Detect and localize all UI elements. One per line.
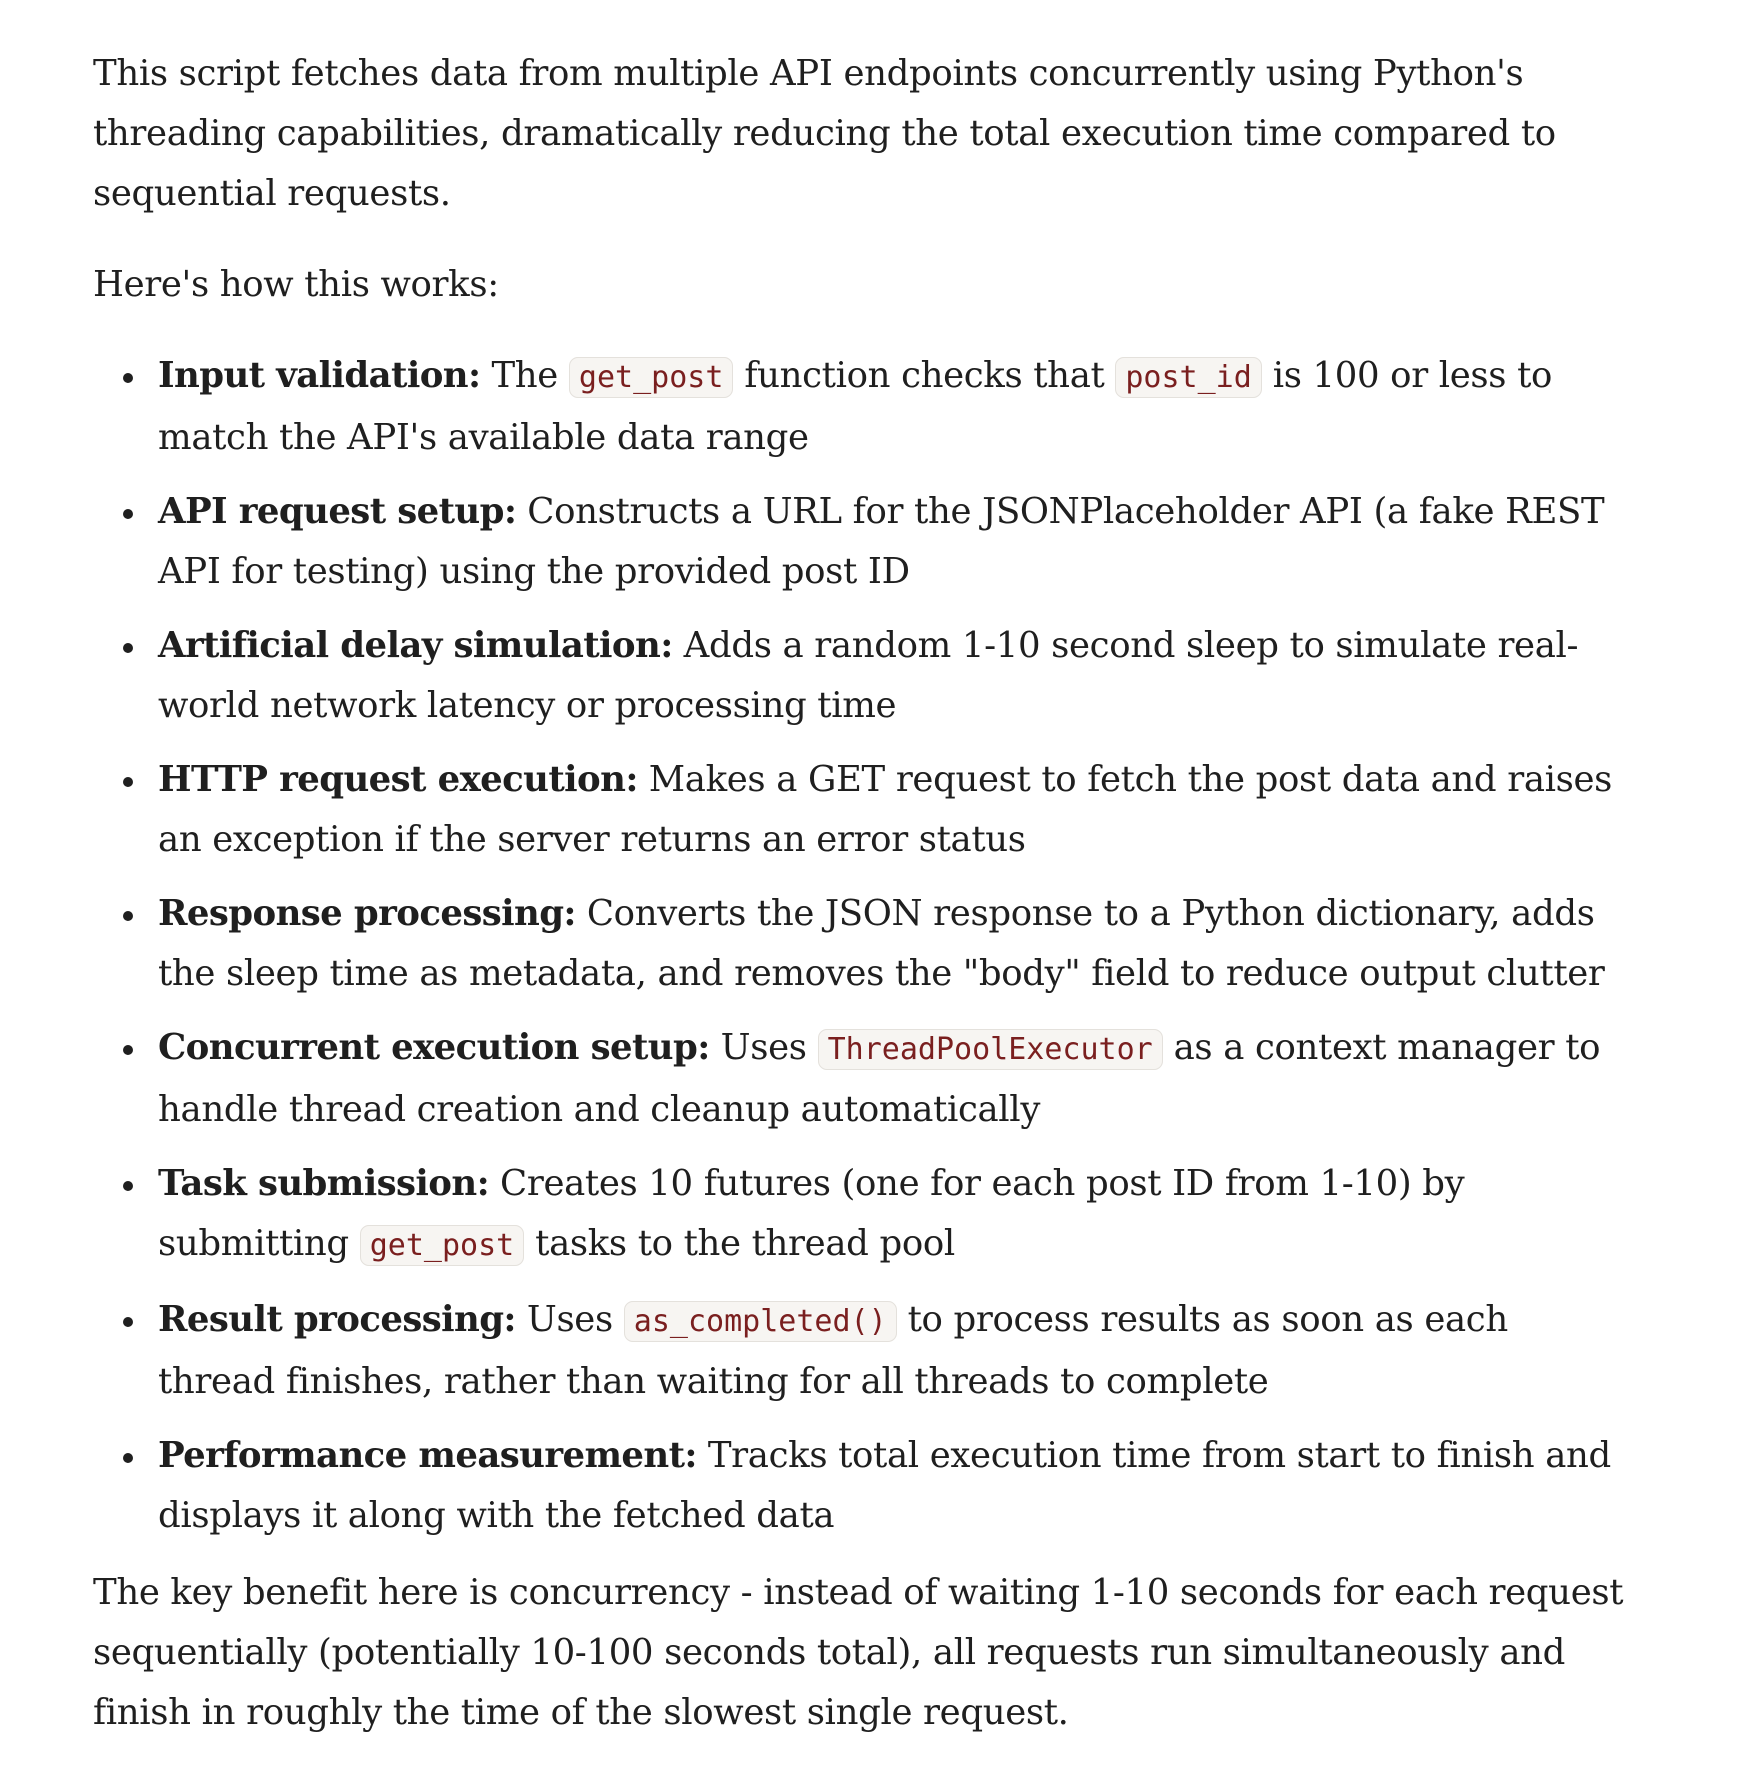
bullet-title: HTTP request execution: (158, 759, 638, 800)
list-item-http-request (93, 750, 1634, 870)
bullet-title: Concurrent execution setup: (158, 1027, 710, 1068)
bullet-text: tasks to the thread pool (524, 1223, 955, 1264)
bullet-text: function checks that (733, 355, 1116, 396)
bullet-text: Adds a random 1-10 second sleep to simulate real-world network latency or processing time (158, 625, 1579, 726)
intro-paragraph: This script fetches data from multiple API endpoints concurrently using Python's threading capabilities, dramatically reducing the total execution time compared to sequential requests. (93, 53, 1556, 214)
bullet-text: Uses (515, 1299, 624, 1340)
bullet-text: Constructs a URL for the JSONPlaceholder API (a fake REST API for testing) using the provided post ID (158, 491, 1605, 592)
list-item-task-submission (93, 1154, 1634, 1276)
bullet-text: Tracks total execution time from start to finish and displays it along with the fetched data (158, 1435, 1611, 1536)
bullet-text: Uses (709, 1027, 818, 1068)
list-item-performance-measurement (93, 1426, 1634, 1546)
bullet-text: Converts the JSON response to a Python dictionary, adds the sleep time as metadata, and removes the "body" field to reduce output clutter (158, 893, 1605, 994)
conclusion-paragraph: The key benefit here is concurrency - instead of waiting 1-10 seconds for each request sequentially (potentially 10-100 seconds total), all requests run simultaneously and finish in roughly the time of the slowest single request. (93, 1572, 1624, 1733)
how-it-works-paragraph: Here's how this works: (93, 264, 499, 305)
inline-code-threadpoolexecutor: ThreadPoolExecutor (818, 1029, 1163, 1070)
bullet-title: Task submission: (158, 1163, 490, 1204)
bullet-title: Input validation: (158, 355, 481, 396)
list-item-api-request-setup (93, 482, 1634, 602)
list-item-artificial-delay (93, 616, 1634, 736)
bullet-title: API request setup: (158, 491, 517, 532)
bullet-text: is 100 or less to match the API's available data range (158, 355, 1553, 458)
explanation-list (93, 346, 1634, 1546)
inline-code-as-completed: as_completed() (624, 1301, 897, 1342)
inline-code-get-post: get_post (360, 1225, 525, 1266)
inline-code-post-id: post_id (1115, 357, 1261, 398)
list-item-concurrent-setup (93, 1018, 1634, 1140)
bullet-title: Response processing: (158, 893, 576, 934)
list-item-response-processing (93, 884, 1634, 1004)
bullet-title: Performance measurement: (158, 1435, 697, 1476)
bullet-title: Artificial delay simulation: (158, 625, 673, 666)
bullet-text: to process results as soon as each thread finishes, rather than waiting for all threads to complete (158, 1299, 1508, 1402)
bullet-text: Creates 10 futures (one for each post ID from 1-10) by submitting (158, 1163, 1465, 1264)
bullet-text: The (480, 355, 569, 396)
bullet-text: Makes a GET request to fetch the post data and raises an exception if the server returns an error status (158, 759, 1613, 860)
bullet-title: Result processing: (158, 1299, 516, 1340)
list-item-result-processing (93, 1290, 1634, 1412)
list-item-input-validation (93, 346, 1634, 468)
bullet-text: as a context manager to handle thread creation and cleanup automatically (158, 1027, 1601, 1130)
inline-code-get-post: get_post (569, 357, 734, 398)
